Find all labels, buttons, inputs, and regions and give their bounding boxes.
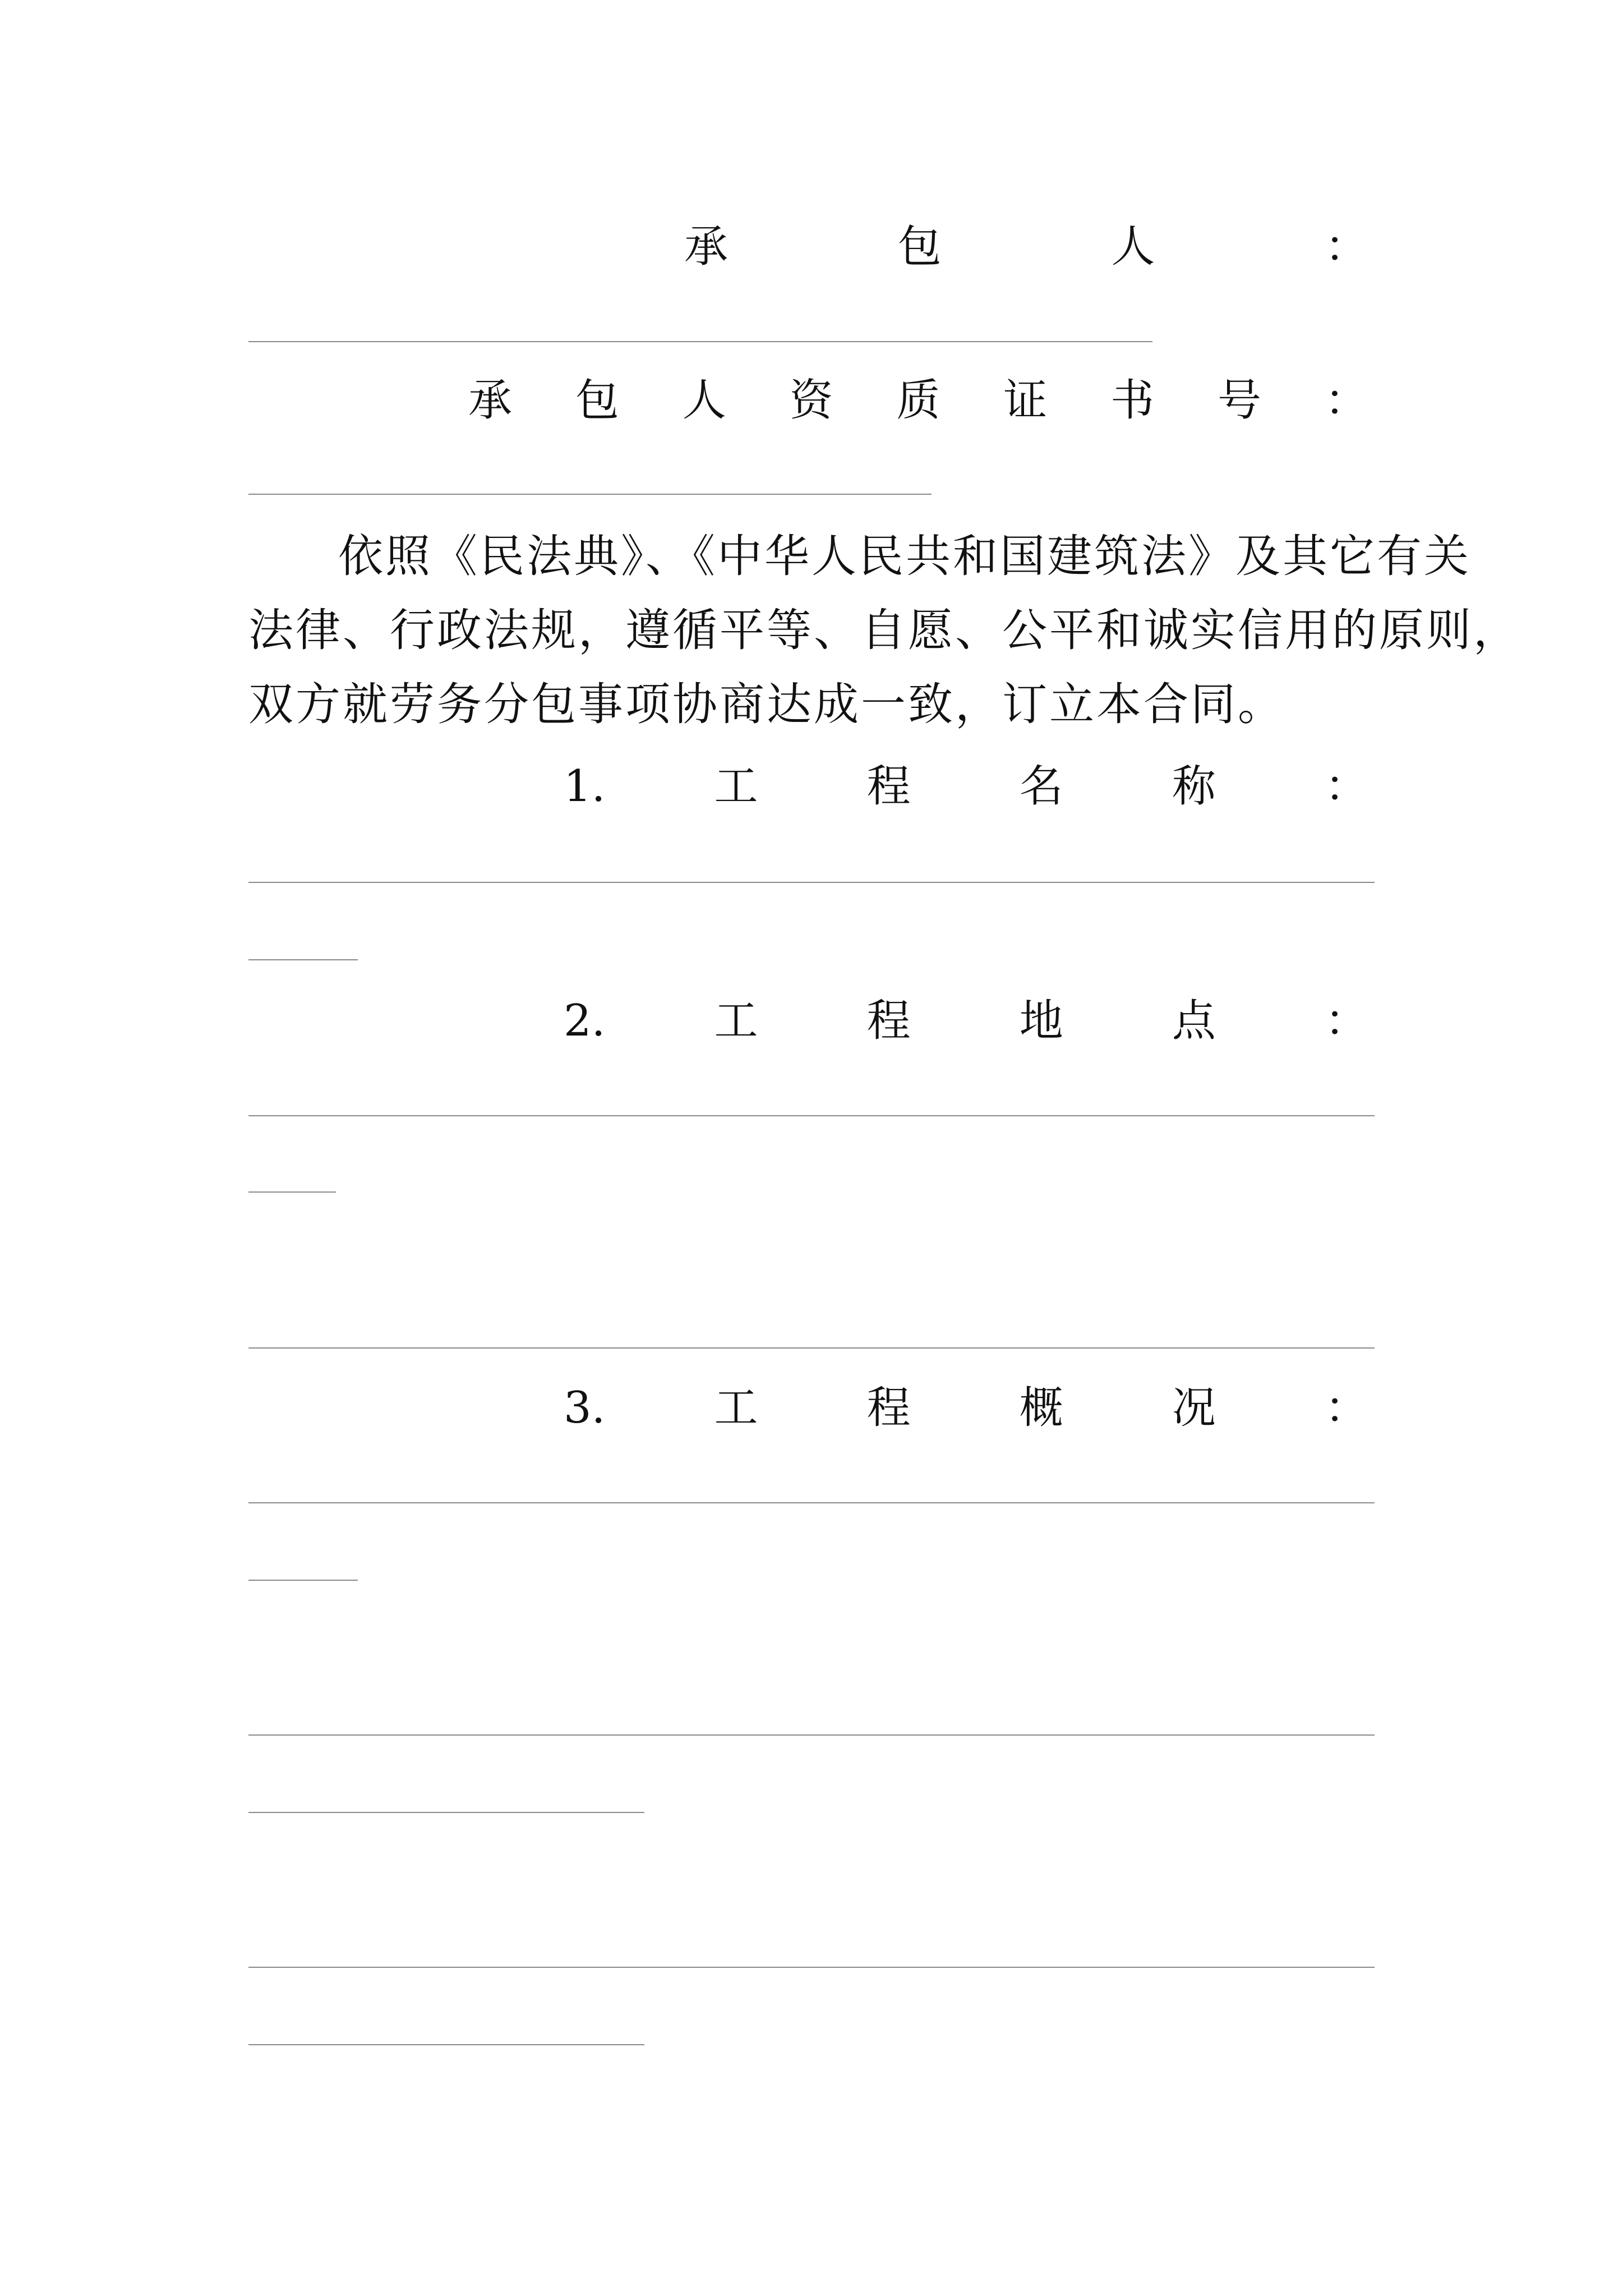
item-char: 概	[1019, 1383, 1063, 1433]
qualification-char: 包	[575, 375, 619, 426]
project-overview-blank-line-tail[interactable]	[248, 1812, 644, 1813]
item-number: 2.	[564, 996, 606, 1046]
qualification-char: 资	[789, 375, 833, 426]
contractor-char: 承	[684, 222, 728, 272]
item-char: 程	[866, 761, 911, 812]
preamble-line: 双方就劳务分包事项协商达成一致，订立本合同。	[248, 678, 1285, 730]
project-overview-blank-line-tail[interactable]	[248, 1580, 358, 1581]
project-overview-blank-line-tail[interactable]	[248, 2044, 644, 2045]
item-char: 工	[714, 1383, 758, 1433]
qualification-char: 承	[468, 375, 513, 426]
item-colon: ：	[1324, 761, 1368, 812]
extra-blank-line[interactable]	[248, 1347, 1375, 1349]
item-char: 况	[1172, 1383, 1216, 1433]
project-location-label	[564, 993, 1368, 1049]
item-char: 地	[1019, 996, 1063, 1046]
project-overview-blank-line[interactable]	[248, 1734, 1375, 1736]
qualification-char: 号	[1218, 375, 1262, 426]
contractor-char: 包	[897, 222, 942, 272]
item-char: 程	[866, 996, 911, 1046]
contractor-blank-line[interactable]	[248, 341, 1152, 342]
qualification-label	[468, 372, 1368, 429]
item-char: 工	[714, 996, 758, 1046]
qualification-colon: ：	[1324, 375, 1368, 426]
qualification-char: 书	[1110, 375, 1155, 426]
project-name-label	[564, 758, 1368, 815]
item-char: 点	[1172, 996, 1216, 1046]
preamble-paragraph	[248, 519, 1520, 742]
preamble-line: 法律、行政法规，遵循平等、自愿、公平和诚实信用的原则，	[248, 604, 1520, 656]
item-char: 程	[866, 1383, 911, 1433]
item-char: 称	[1172, 761, 1216, 812]
project-location-blank-line[interactable]	[248, 1115, 1375, 1116]
contractor-char: 人	[1111, 222, 1155, 272]
qualification-blank-line[interactable]	[248, 494, 932, 495]
project-overview-label	[564, 1380, 1368, 1436]
qualification-char: 质	[896, 375, 940, 426]
project-name-blank-line[interactable]	[248, 882, 1375, 883]
qualification-char: 人	[682, 375, 726, 426]
contractor-label	[684, 219, 1368, 275]
qualification-char: 证	[1003, 375, 1048, 426]
project-name-blank-line-tail[interactable]	[248, 959, 358, 960]
item-char: 名	[1019, 761, 1063, 812]
item-colon: ：	[1324, 1383, 1368, 1433]
contractor-colon: ：	[1324, 222, 1368, 272]
project-overview-blank-line[interactable]	[248, 1967, 1375, 1968]
item-colon: ：	[1324, 996, 1368, 1046]
item-char: 工	[714, 761, 758, 812]
item-number: 1.	[564, 761, 606, 812]
preamble-line: 依照《民法典》、《中华人民共和国建筑法》及其它有关	[338, 530, 1471, 582]
project-location-blank-line-tail[interactable]	[248, 1191, 336, 1193]
item-number: 3.	[564, 1383, 606, 1433]
project-overview-blank-line[interactable]	[248, 1502, 1375, 1503]
